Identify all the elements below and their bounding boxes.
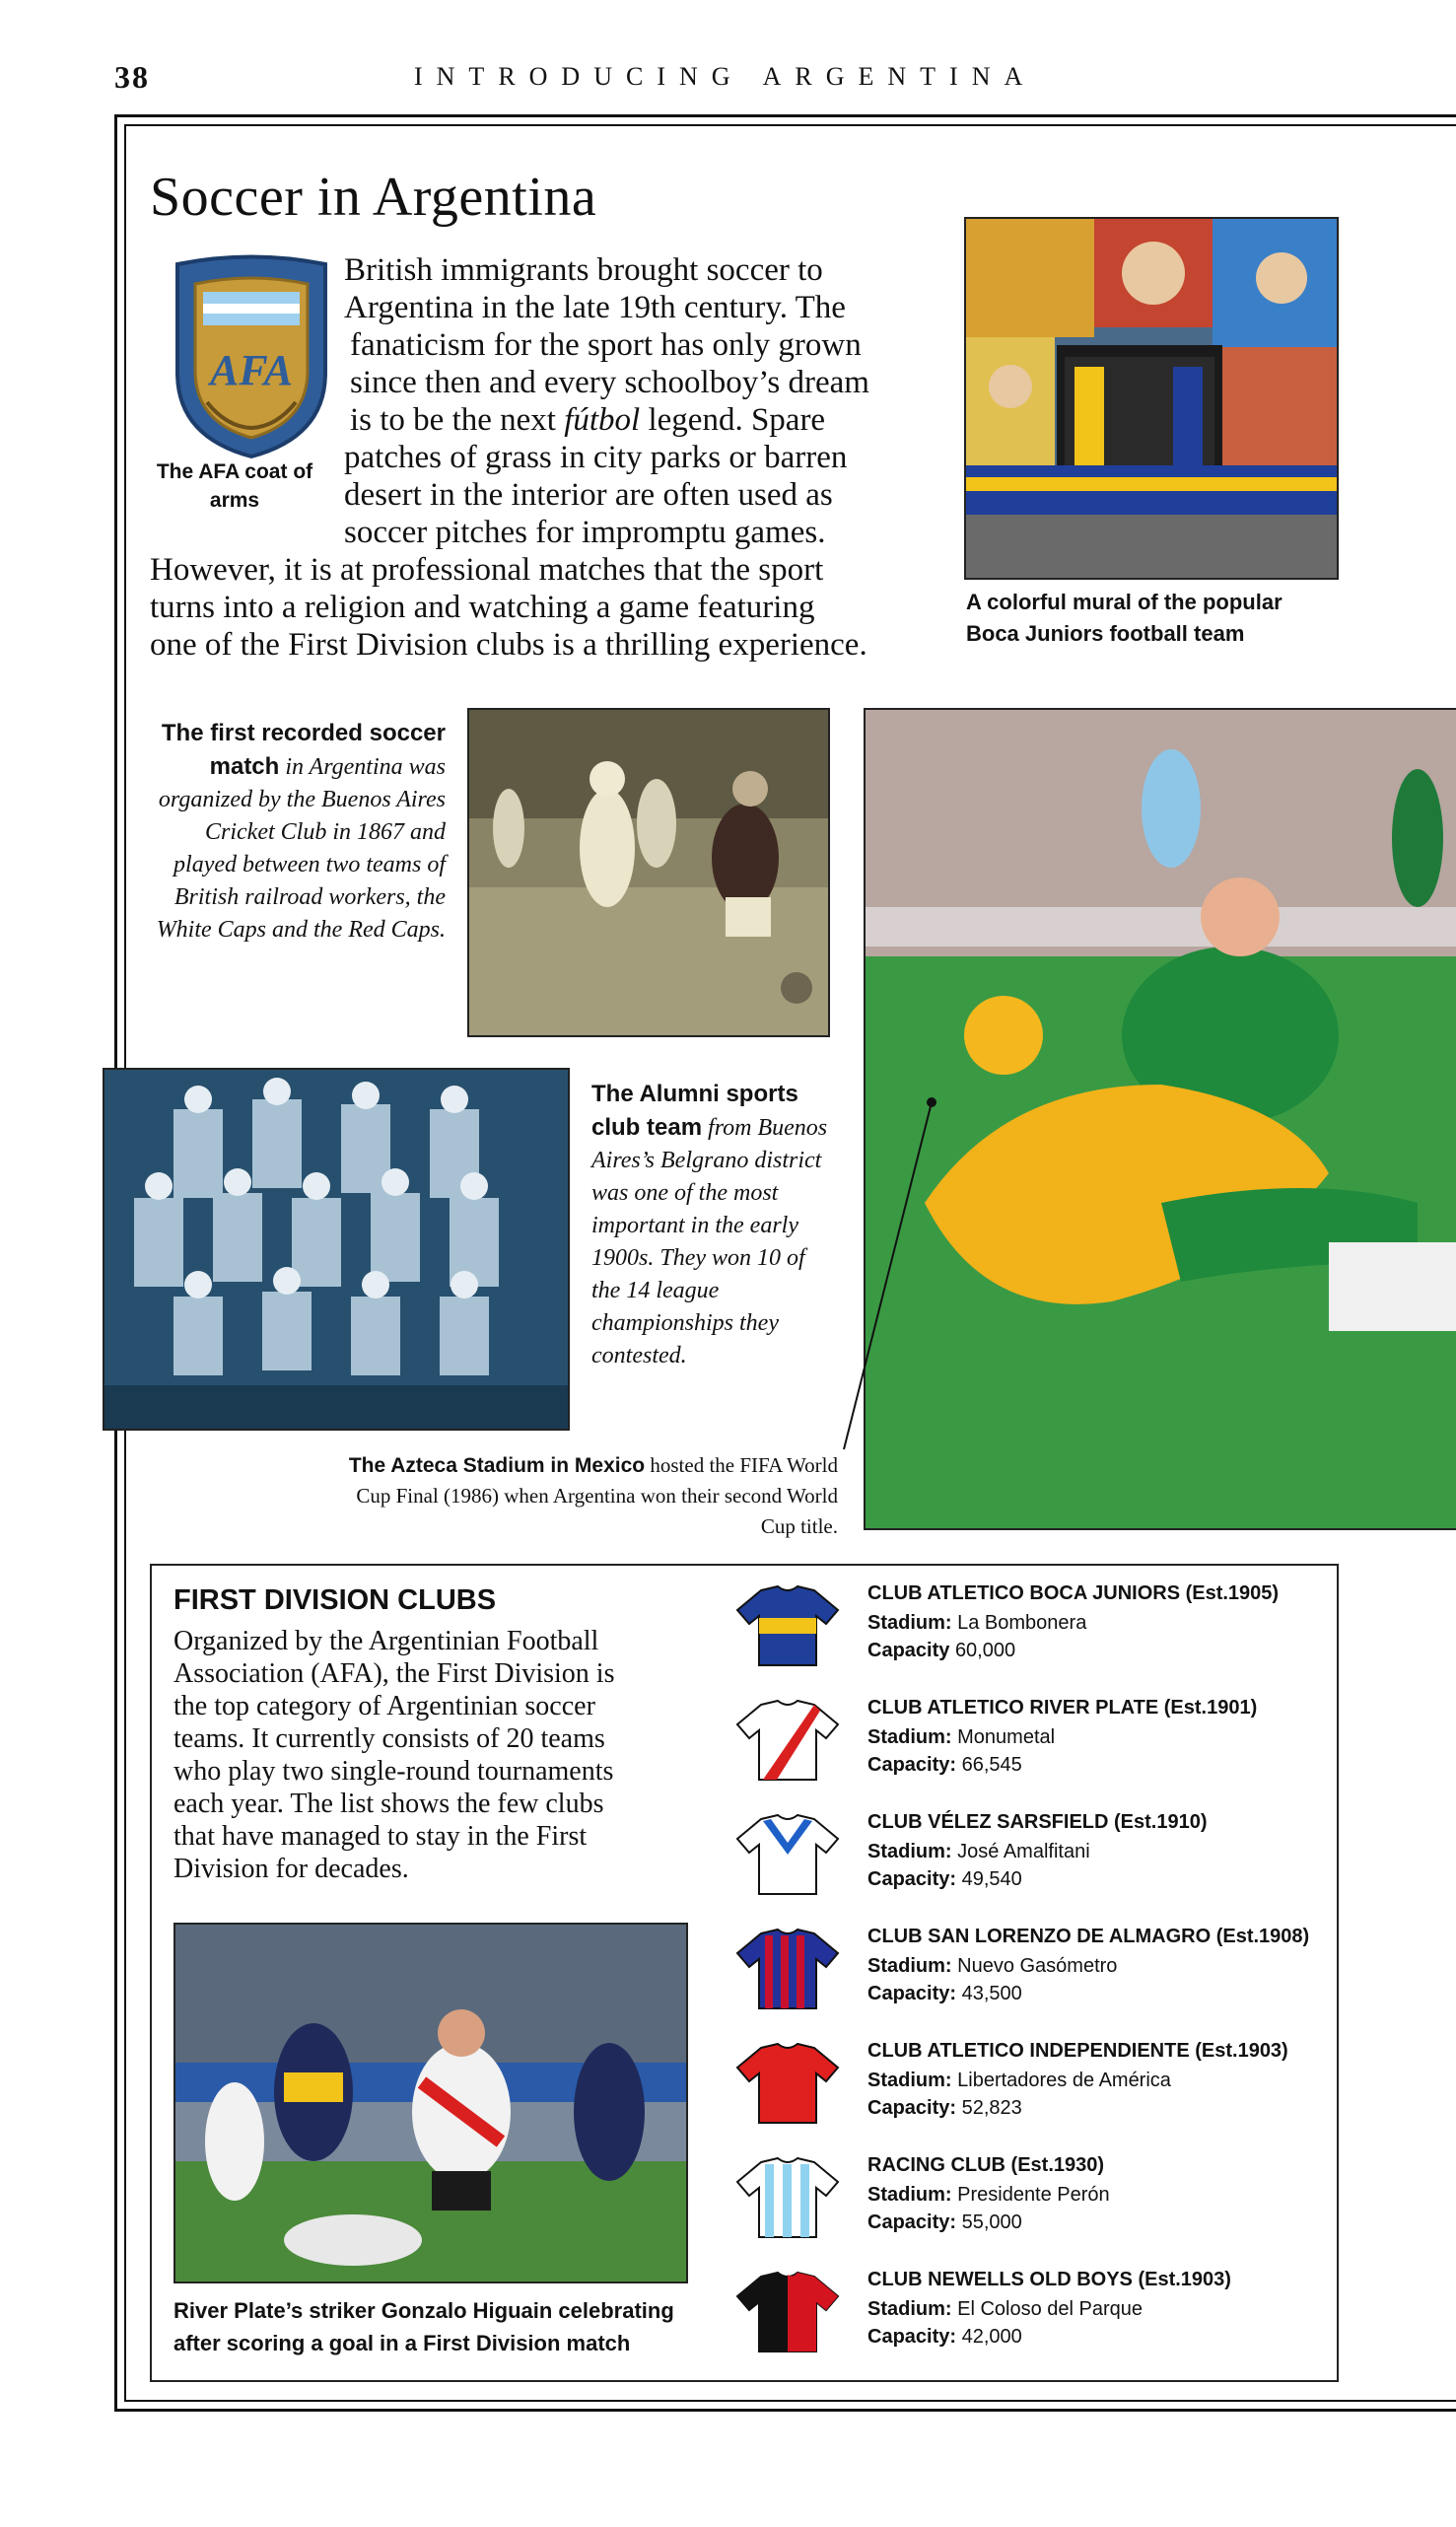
club-capacity	[867, 2211, 1022, 2234]
club-newells-old-boys	[733, 2269, 1325, 2377]
capacity-label: Capacity:	[867, 1868, 957, 1890]
alumni-image-icon	[104, 1070, 568, 1429]
club-boca-juniors	[733, 1582, 1325, 1691]
stadium-label: Stadium:	[867, 1955, 952, 1977]
club-river-plate	[733, 1697, 1325, 1805]
afa-caption: The AFA coat of arms	[156, 460, 313, 512]
stadium-label: Stadium:	[867, 1841, 952, 1862]
capacity-value: 52,823	[961, 2097, 1022, 2119]
club-capacity	[867, 1754, 1022, 1777]
club-racing	[733, 2154, 1325, 2263]
racing-jersey-icon	[733, 2154, 842, 2241]
stadium-label: Stadium:	[867, 1612, 952, 1634]
club-capacity	[867, 1983, 1022, 2005]
club-name: CLUB NEWELLS OLD BOYS (Est.1903)	[867, 2269, 1231, 2290]
capacity-value: 60,000	[954, 1640, 1016, 1661]
azteca-world-cup-photo	[864, 708, 1456, 1530]
club-name: CLUB ATLETICO RIVER PLATE (Est.1901)	[867, 1697, 1258, 1719]
capacity-label: Capacity	[867, 1640, 950, 1661]
stadium-value: Monumetal	[957, 1726, 1056, 1748]
stadium-label: Stadium:	[867, 2298, 952, 2320]
stadium-value: El Coloso del Parque	[957, 2298, 1144, 2320]
club-capacity	[867, 1868, 1022, 1891]
first-match-photo	[467, 708, 830, 1037]
mural-caption: A colorful mural of the popular Boca Juniors football team	[966, 590, 1283, 646]
boca-jersey-icon	[733, 1582, 842, 1669]
capacity-label: Capacity:	[867, 1983, 957, 2004]
velez-jersey-icon	[733, 1811, 842, 1898]
page-number: 38	[114, 59, 150, 95]
svg-text:AFA: AFA	[209, 346, 294, 394]
independiente-jersey-icon	[733, 2040, 842, 2127]
azteca-caption-bold: The Azteca Stadium in Mexico	[348, 1454, 646, 1477]
san-lorenzo-jersey-icon	[733, 1926, 842, 2012]
club-stadium	[867, 1841, 1090, 1863]
azteca-image-icon	[866, 710, 1456, 1530]
azteca-caption-text: hosted the FIFA World Cup Final (1986) when Argentina won their second World Cup title.	[356, 1453, 838, 1538]
club-name: CLUB SAN LORENZO DE ALMAGRO (Est.1908)	[867, 1926, 1310, 1947]
mural-image-icon	[966, 219, 1337, 578]
club-stadium	[867, 1726, 1055, 1749]
club-name: RACING CLUB (Est.1930)	[867, 2154, 1105, 2176]
capacity-label: Capacity:	[867, 1754, 957, 1776]
intro-line: However, it is at professional matches that the sport	[150, 552, 824, 588]
alumni-team-photo	[103, 1068, 570, 1431]
club-independiente	[733, 2040, 1325, 2148]
club-capacity	[867, 2326, 1022, 2349]
stadium-value: José Amalfitani	[957, 1841, 1090, 1862]
clubs-body-line: the top category of Argentinian soccer	[173, 1691, 595, 1721]
intro-line: one of the First Division clubs is a thrilling experience.	[150, 627, 867, 663]
intro-text: is to be the next	[350, 402, 565, 438]
afa-coat-of-arms-icon	[168, 254, 335, 461]
intro-line: British immigrants brought soccer to	[344, 252, 823, 288]
club-name: CLUB ATLETICO INDEPENDIENTE (Est.1903)	[867, 2040, 1288, 2062]
club-stadium	[867, 2298, 1143, 2321]
clubs-body-line: Division for decades.	[173, 1854, 409, 1884]
clubs-body-line: who play two single-round tournaments	[173, 1756, 614, 1787]
capacity-value: 55,000	[961, 2211, 1022, 2233]
pointer-line-icon	[828, 1085, 946, 1459]
capacity-value: 66,545	[961, 1754, 1022, 1776]
club-stadium	[867, 2184, 1110, 2207]
clubs-body-line: each year. The list shows the few clubs	[173, 1789, 604, 1819]
running-head: INTRODUCING ARGENTINA	[414, 62, 1037, 91]
club-name: CLUB VÉLEZ SARSFIELD (Est.1910)	[867, 1811, 1208, 1833]
club-velez-sarsfield	[733, 1811, 1325, 1920]
club-name: CLUB ATLETICO BOCA JUNIORS (Est.1905)	[867, 1582, 1280, 1604]
stadium-value: La Bombonera	[957, 1612, 1087, 1634]
intro-line	[350, 401, 825, 439]
futbol-word: fútbol	[564, 402, 641, 438]
stadium-value: Libertadores de América	[957, 2070, 1171, 2091]
alumni-caption	[591, 1078, 838, 1372]
intro-line: desert in the interior are often used as	[344, 477, 833, 513]
club-stadium	[867, 1955, 1117, 1978]
clubs-body-line: that have managed to stay in the First	[173, 1821, 588, 1852]
capacity-label: Capacity:	[867, 2326, 957, 2348]
club-san-lorenzo	[733, 1926, 1325, 2034]
club-stadium	[867, 1612, 1086, 1635]
alumni-caption-bold: The Alumni sports club team	[591, 1081, 798, 1141]
higuain-caption: River Plate’s striker Gonzalo Higuain celebrating after scoring a goal in a First Division match	[173, 2298, 674, 2355]
clubs-body-line: Organized by the Argentinian Football	[173, 1626, 599, 1656]
capacity-label: Capacity:	[867, 2097, 957, 2119]
stadium-value: Nuevo Gasómetro	[957, 1955, 1118, 1977]
intro-line: since then and every schoolboy’s dream	[350, 365, 869, 400]
newells-jersey-icon	[733, 2269, 842, 2355]
capacity-value: 49,540	[961, 1868, 1022, 1890]
club-capacity	[867, 1640, 1015, 1662]
sepia-image-icon	[469, 710, 828, 1035]
capacity-value: 43,500	[961, 1983, 1022, 2004]
higuain-image-icon	[175, 1925, 686, 2281]
stadium-value: Presidente Perón	[957, 2184, 1110, 2206]
intro-line: Argentina in the late 19th century. The	[344, 290, 846, 325]
capacity-value: 42,000	[961, 2326, 1022, 2348]
intro-line: turns into a religion and watching a game featuring	[150, 590, 815, 625]
stadium-label: Stadium:	[867, 2070, 952, 2091]
first-match-caption-bold: The first recorded soccer match	[161, 720, 446, 780]
capacity-label: Capacity:	[867, 2211, 957, 2233]
alumni-caption-text: from Buenos Aires’s Belgrano district was one of the most important in the early 1900s. They won 10 of the 14 league championships they contested.	[591, 1115, 828, 1369]
stadium-label: Stadium:	[867, 2184, 952, 2206]
first-match-caption	[148, 717, 446, 947]
clubs-heading: FIRST DIVISION CLUBS	[173, 1584, 497, 1616]
intro-line: fanaticism for the sport has only grown	[350, 327, 862, 363]
clubs-body-line: teams. It currently consists of 20 teams	[173, 1723, 605, 1754]
stadium-label: Stadium:	[867, 1726, 952, 1748]
clubs-body-line: Association (AFA), the First Division is	[173, 1658, 615, 1689]
intro-line: patches of grass in city parks or barren	[344, 440, 848, 475]
higuain-photo	[173, 1923, 688, 2283]
first-match-caption-text: in Argentina was organized by the Buenos Aires Cricket Club in 1867 and played between two teams of British railroad workers, the White Caps and the Red Caps.	[156, 754, 446, 943]
page-title: Soccer in Argentina	[150, 167, 597, 228]
intro-text: legend. Spare	[640, 402, 826, 438]
river-plate-jersey-icon	[733, 1697, 842, 1784]
club-capacity	[867, 2097, 1022, 2120]
boca-mural-photo	[964, 217, 1339, 580]
club-stadium	[867, 2070, 1171, 2092]
azteca-caption	[325, 1450, 838, 1542]
intro-line: soccer pitches for impromptu games.	[344, 515, 826, 550]
